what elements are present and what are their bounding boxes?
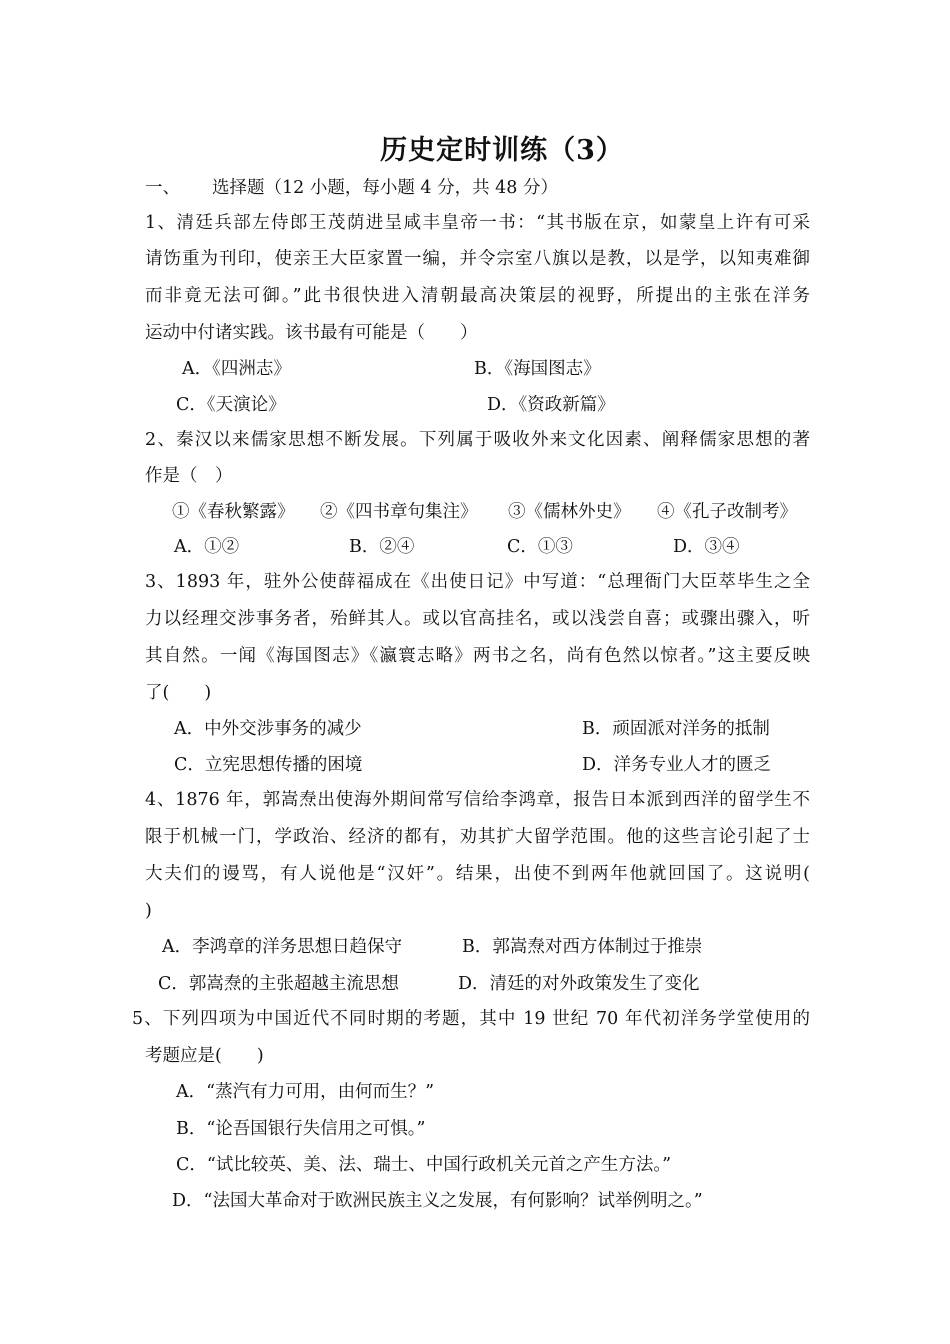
q3-line: 了( ): [145, 683, 212, 703]
q2-option-b: B．②④: [349, 537, 415, 557]
q3-option-d: D．洋务专业人才的匮乏: [582, 755, 772, 775]
q1-line: 1、清廷兵部左侍郎王茂荫进呈咸丰皇帝一书：“其书版在京，如蒙皇上许有可采: [145, 213, 810, 233]
q2-item: ④《孔子改制考》: [657, 502, 797, 522]
q4-line: 限于机械一门，学政治、经济的都有，劝其扩大留学范围。他的这些言论引起了士: [145, 827, 810, 847]
q4-option-c: C．郭嵩焘的主张超越主流思想: [158, 974, 399, 994]
q1-option-a: A．《四洲志》: [182, 359, 291, 379]
q5-line: 5、下列四项为中国近代不同时期的考题，其中 19 世纪 70 年代初洋务学堂使用的: [132, 1009, 810, 1029]
section-label: 选择题（12 小题，每小题 4 分，共 48 分）: [212, 178, 558, 198]
q2-item: ①《春秋繁露》: [172, 502, 295, 522]
q1-line: 请饬重为刊印，使亲王大臣家置一编，并令宗室八旗以是教，以是学，以知夷难御: [145, 249, 810, 269]
q1-option-d: D．《资政新篇》: [487, 395, 615, 415]
q2-option-a: A．①②: [174, 537, 240, 557]
q3-option-b: B．顽固派对洋务的抵制: [582, 719, 770, 739]
q5-option-a: A．“蒸汽有力可用，由何而生？”: [176, 1082, 435, 1102]
q2-item: ③《儒林外史》: [508, 502, 631, 522]
q4-option-b: B．郭嵩焘对西方体制过于推崇: [462, 937, 703, 957]
q3-line: 力以经理交涉事务者，殆鲜其人。或以官高挂名，或以浅尝自喜；或骤出骤入，听: [145, 609, 810, 629]
q5-option-b: B．“论吾国银行失信用之可惧。”: [176, 1119, 426, 1139]
q5-option-d: D．“法国大革命对于欧洲民族主义之发展，有何影响？试举例明之。”: [172, 1191, 703, 1211]
q2-line: 作是（ ）: [145, 466, 233, 486]
q5-line: 考题应是( ): [145, 1046, 264, 1066]
q2-item: ②《四书章句集注》: [320, 502, 478, 522]
q2-option-d: D．③④: [673, 537, 740, 557]
q3-line: 3、1893 年，驻外公使薛福成在《出使日记》中写道：“总理衙门大臣萃毕生之全: [145, 572, 810, 592]
q3-option-a: A．中外交涉事务的减少: [174, 719, 362, 739]
q1-option-c: C．《天演论》: [176, 395, 286, 415]
page-title: 历史定时训练（3）: [380, 135, 624, 166]
q5-option-c: C．“试比较英、美、法、瑞士、中国行政机关元首之产生方法。”: [176, 1155, 672, 1175]
q4-line: 大夫们的谩骂，有人说他是“汉奸”。结果，出使不到两年他就回国了。这说明(: [145, 864, 810, 884]
q4-option-a: A．李鸿章的洋务思想日趋保守: [162, 937, 403, 957]
q4-option-d: D．清廷的对外政策发生了变化: [458, 974, 700, 994]
section-number: 一、: [145, 178, 180, 198]
q3-line: 其自然。一闻《海国图志》《瀛寰志略》两书之名，尚有色然以惊者。”这主要反映: [145, 646, 810, 666]
q3-option-c: C．立宪思想传播的困境: [174, 755, 363, 775]
q4-line: 4、1876 年，郭嵩焘出使海外期间常写信给李鸿章，报告日本派到西洋的留学生不: [145, 790, 810, 810]
q2-option-c: C．①③: [507, 537, 573, 557]
q2-line: 2、秦汉以来儒家思想不断发展。下列属于吸收外来文化因素、阐释儒家思想的著: [145, 430, 810, 450]
q1-option-b: B．《海国图志》: [474, 359, 601, 379]
q1-line: 而非竟无法可御。”此书很快进入清朝最高决策层的视野，所提出的主张在洋务: [145, 286, 810, 306]
q1-line: 运动中付诸实践。该书最有可能是（ ）: [145, 323, 478, 343]
q4-line: ): [145, 901, 152, 921]
